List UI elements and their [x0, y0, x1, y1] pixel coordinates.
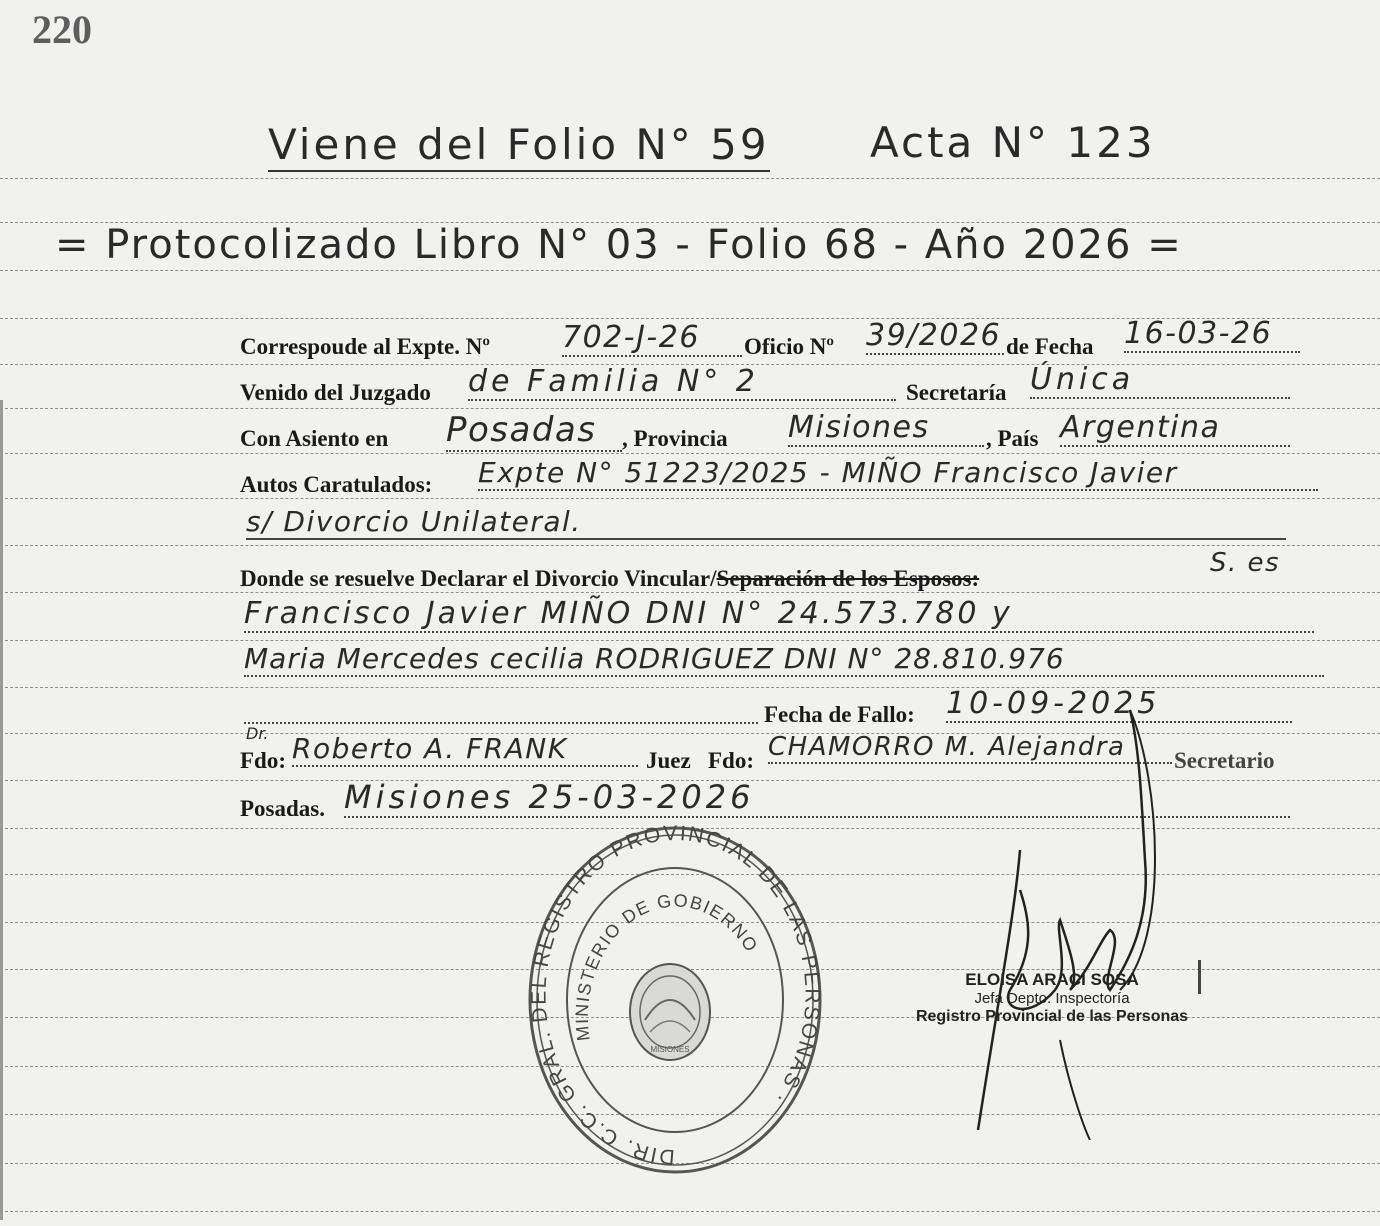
fecha-fallo-label: Fecha de Fallo: [764, 702, 915, 727]
esposos-prefix: S. es [1210, 548, 1281, 578]
ruled-line [0, 453, 1380, 454]
autos-value-line-1: Expte N° 51223/2025 - MIÑO Francisco Javier [478, 456, 1318, 491]
autos-value-line-2: s/ Divorcio Unilateral. [246, 505, 1286, 540]
secretaria-label: Secretaría [906, 380, 1007, 405]
protocolizado-line: = Protocolizado Libro N° 03 - Folio 68 - Año 2026 = [55, 222, 1183, 268]
ruled-line [0, 408, 1380, 409]
posadas-label: Posadas. [240, 796, 325, 821]
ruled-line [0, 270, 1380, 271]
oficio-value: 39/2026 [866, 318, 1004, 355]
ruled-line [0, 178, 1380, 179]
page-edge-mark [0, 400, 3, 1220]
asiento-label: Con Asiento en [240, 426, 389, 451]
expte-value: 702-J-26 [562, 320, 742, 357]
acta-number: Acta N° 123 [870, 118, 1156, 167]
dr-prefix: Dr. [246, 724, 269, 743]
autos-label: Autos Caratulados: [240, 472, 433, 497]
fdo-label-2: Fdo: [708, 748, 754, 773]
signer-name: ELOISA ARACI SOSA [965, 970, 1139, 989]
secretario-name: CHAMORRO M. Alejandra [768, 732, 1172, 764]
provincia-label: , Provincia [622, 426, 728, 451]
separacion-label: Separación de los Esposos: [716, 566, 980, 591]
esposo-2: Maria Mercedes cecilia RODRIGUEZ DNI N° 28.810.976 [244, 642, 1324, 677]
ruled-line [0, 545, 1380, 546]
fdo-label: Fdo: [240, 748, 286, 773]
svg-text:MISIONES: MISIONES [650, 1045, 690, 1054]
signature-block [892, 970, 1212, 1026]
posadas-value: Misiones 25-03-2026 [344, 778, 1290, 818]
signer-title: Jefa Depto. Inspectoría [974, 990, 1130, 1007]
svg-text:MINISTERIO DE GOBIERNO: MINISTERIO DE GOBIERNO [571, 890, 763, 1043]
handwritten-signature [960, 690, 1220, 1140]
ruled-line [0, 498, 1380, 499]
fecha-value: 16-03-26 [1124, 316, 1300, 353]
corresponde-label: Correspoude al Expte. Nº [240, 334, 490, 359]
signer-office: Registro Provincial de las Personas [915, 1008, 1189, 1025]
oficio-label: Oficio Nº [744, 334, 834, 359]
ruled-line [0, 1211, 1380, 1212]
fecha-label: de Fecha [1006, 334, 1094, 359]
asiento-value: Posadas [446, 410, 622, 452]
juzgado-value: de Familia N° 2 [468, 364, 896, 401]
official-seal [520, 820, 830, 1180]
provincia-value: Misiones [788, 410, 984, 447]
donde-label [240, 566, 979, 592]
donde-label-text: Donde se resuelve Declarar el Divorcio Vincular/ [240, 566, 717, 591]
viene-del-folio: Viene del Folio N° 59 [268, 120, 770, 172]
juez-name: Roberto A. FRANK [292, 732, 638, 767]
ruled-line [0, 592, 1380, 593]
pais-value: Argentina [1060, 410, 1290, 447]
fecha-fallo-value: 10-09-2025 [946, 686, 1292, 723]
secretaria-value: Única [1030, 362, 1290, 399]
fecha-fallo-blank [244, 722, 758, 724]
pais-label: , País [986, 426, 1039, 451]
venido-label: Venido del Juzgado [240, 380, 431, 405]
juez-label: Juez [646, 748, 691, 773]
page-number: 220 [32, 7, 92, 52]
ruled-line [0, 640, 1380, 641]
provincial-emblem [630, 964, 710, 1060]
secretario-label: Secretario [1174, 748, 1275, 773]
esposo-1: Francisco Javier MIÑO DNI N° 24.573.780 y [244, 596, 1314, 633]
svg-text:DIR. C.C. GRAL. DEL REGISTRO P: DIR. C.C. GRAL. DEL REGISTRO PROVINCIAL DE LAS PERSONAS · [527, 821, 824, 1169]
